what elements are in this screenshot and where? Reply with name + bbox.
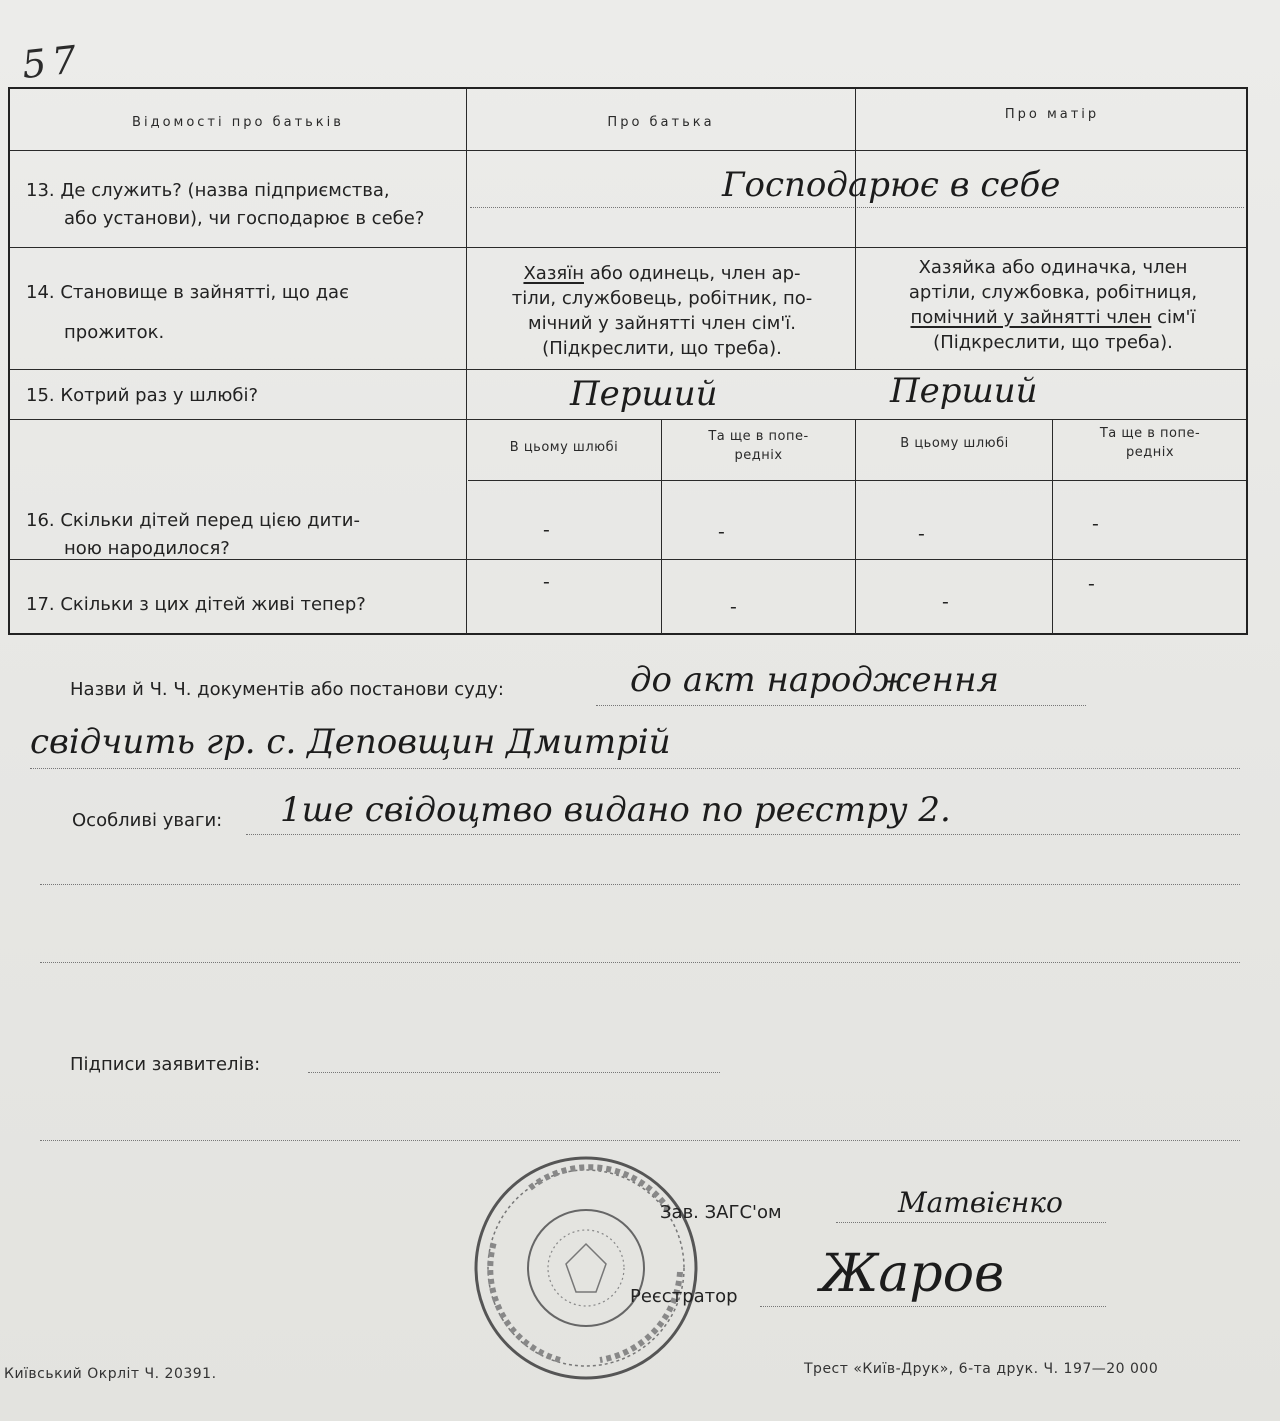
- registrar-label: Реєстратор: [630, 1286, 738, 1307]
- q17-label: 17. Скільки з цих дітей живі тепер?: [26, 594, 366, 615]
- q16-label-line2: ною народилося?: [64, 538, 230, 559]
- q14-father-line3: мічний у зайнятті член сім'ї.: [528, 313, 796, 334]
- footer-left-imprint: Київський Окрліт Ч. 20391.: [4, 1366, 217, 1382]
- footer-right-imprint: Трест «Київ-Друк», 6-та друк. Ч. 197—20 000: [804, 1361, 1159, 1377]
- q15-mother-answer: Перший: [890, 371, 1038, 411]
- father-previous-marriages-header: [663, 427, 854, 465]
- q17-father-prev-value: -: [730, 594, 737, 618]
- q13-label-line2: або установи), чи господарює в себе?: [64, 208, 425, 229]
- remarks-answer: 1ше свідоцтво видано по реєстру 2.: [280, 790, 951, 830]
- q14-father-line2: тіли, службовець, робітник, по-: [511, 288, 813, 309]
- q17-father-this-value: -: [543, 569, 550, 593]
- documents-label: Назви й Ч. Ч. документів або постанови суду:: [70, 679, 504, 700]
- q17-mother-this-value: -: [942, 589, 949, 613]
- q14-label-line2: прожиток.: [64, 322, 165, 343]
- q16-mother-this-value: -: [918, 521, 925, 545]
- row14-rule: [10, 369, 1246, 370]
- documents-answer-line1: до акт народження: [630, 660, 999, 700]
- parents-info-table: [8, 87, 1248, 635]
- parent-split-rule-bottom: [855, 419, 856, 634]
- remarks-line3-guide: [40, 962, 1240, 963]
- mother-subcolumn-rule: [1052, 419, 1053, 634]
- applicants-signatures-label: Підписи заявителів:: [70, 1054, 261, 1075]
- remarks-label: Особливі уваги:: [72, 810, 223, 831]
- father-in-this-marriage-header: В цьому шлюбі: [509, 440, 619, 455]
- row13-dotted-guide: [470, 207, 1244, 208]
- row15-rule: [10, 419, 1246, 420]
- corner-handwritten-number: 57: [19, 36, 85, 88]
- zags-head-label: Зав. ЗАГС'ом: [660, 1202, 782, 1223]
- q14-mother-line1: Хазяйка або одиначка, член: [918, 257, 1188, 278]
- mother-prev-line1: Та ще в попе-: [1099, 426, 1201, 441]
- q14-father-options: [472, 261, 852, 361]
- q13-answer: Господарює в себе: [722, 165, 1061, 205]
- q16-father-this-value: -: [543, 517, 550, 541]
- q15-label: 15. Котрий раз у шлюбі?: [26, 385, 259, 406]
- documents-line2-guide: [30, 768, 1240, 769]
- father-subcolumn-rule: [661, 419, 662, 634]
- mother-previous-marriages-header: [1054, 424, 1246, 462]
- q13-label: [26, 177, 424, 233]
- q14-father-underlined: Хазяїн: [523, 263, 584, 284]
- q17-mother-prev-value: -: [1088, 571, 1095, 595]
- header-about-father: Про батька: [607, 115, 715, 130]
- mother-in-this-marriage-header: В цьому шлюбі: [900, 436, 1009, 451]
- applicants-signature-line2: [40, 1140, 1240, 1141]
- mother-prev-line2: редніх: [1125, 445, 1175, 460]
- zags-head-signature: Матвієнко: [898, 1186, 1063, 1219]
- registrar-signature-line: [760, 1306, 1106, 1307]
- q15-father-answer: Перший: [570, 374, 718, 414]
- q14-mother-line3: сім'ї: [1151, 307, 1196, 328]
- q14-mother-options: [862, 255, 1244, 355]
- header-rule: [10, 150, 1246, 151]
- q14-father-line1: або одинець, член ар-: [583, 263, 801, 284]
- father-prev-line2: редніх: [734, 448, 783, 463]
- father-prev-line1: Та ще в попе-: [708, 429, 809, 444]
- question-column-rule: [466, 89, 467, 634]
- q14-label-line1: 14. Становище в зайнятті, що дає: [26, 282, 349, 303]
- subheader-rule: [468, 480, 1246, 481]
- q16-father-prev-value: -: [718, 519, 725, 543]
- q16-label-line1: 16. Скільки дітей перед цією дити-: [26, 510, 360, 531]
- parent-split-rule-row14: [855, 247, 856, 369]
- applicants-signature-line1: [308, 1072, 720, 1073]
- q16-mother-prev-value: -: [1092, 511, 1099, 535]
- q14-mother-line4: (Підкреслити, що треба).: [933, 332, 1173, 353]
- q13-label-line1: 13. Де служить? (назва підприємства,: [26, 180, 390, 201]
- registrar-signature: Жаров: [820, 1244, 1005, 1304]
- header-about-parents: Відомості про батьків: [132, 115, 344, 130]
- remarks-line1-guide: [246, 834, 1240, 835]
- header-about-mother: Про матір: [1004, 107, 1100, 122]
- q14-label: [26, 279, 349, 347]
- q14-mother-underlined: помічний у зайнятті член: [910, 307, 1152, 328]
- zags-head-signature-line: [836, 1222, 1106, 1223]
- q14-father-line4: (Підкреслити, що треба).: [542, 338, 782, 359]
- q14-mother-line2: артіли, службовка, робітниця,: [908, 282, 1198, 303]
- row13-rule: [10, 247, 1246, 248]
- q16-label: [26, 507, 360, 563]
- official-stamp-icon: [470, 1152, 702, 1384]
- documents-answer-line2: свідчить гр. с. Деповщин Дмитрій: [30, 722, 671, 762]
- documents-line1-guide: [596, 705, 1086, 706]
- remarks-line2-guide: [40, 884, 1240, 885]
